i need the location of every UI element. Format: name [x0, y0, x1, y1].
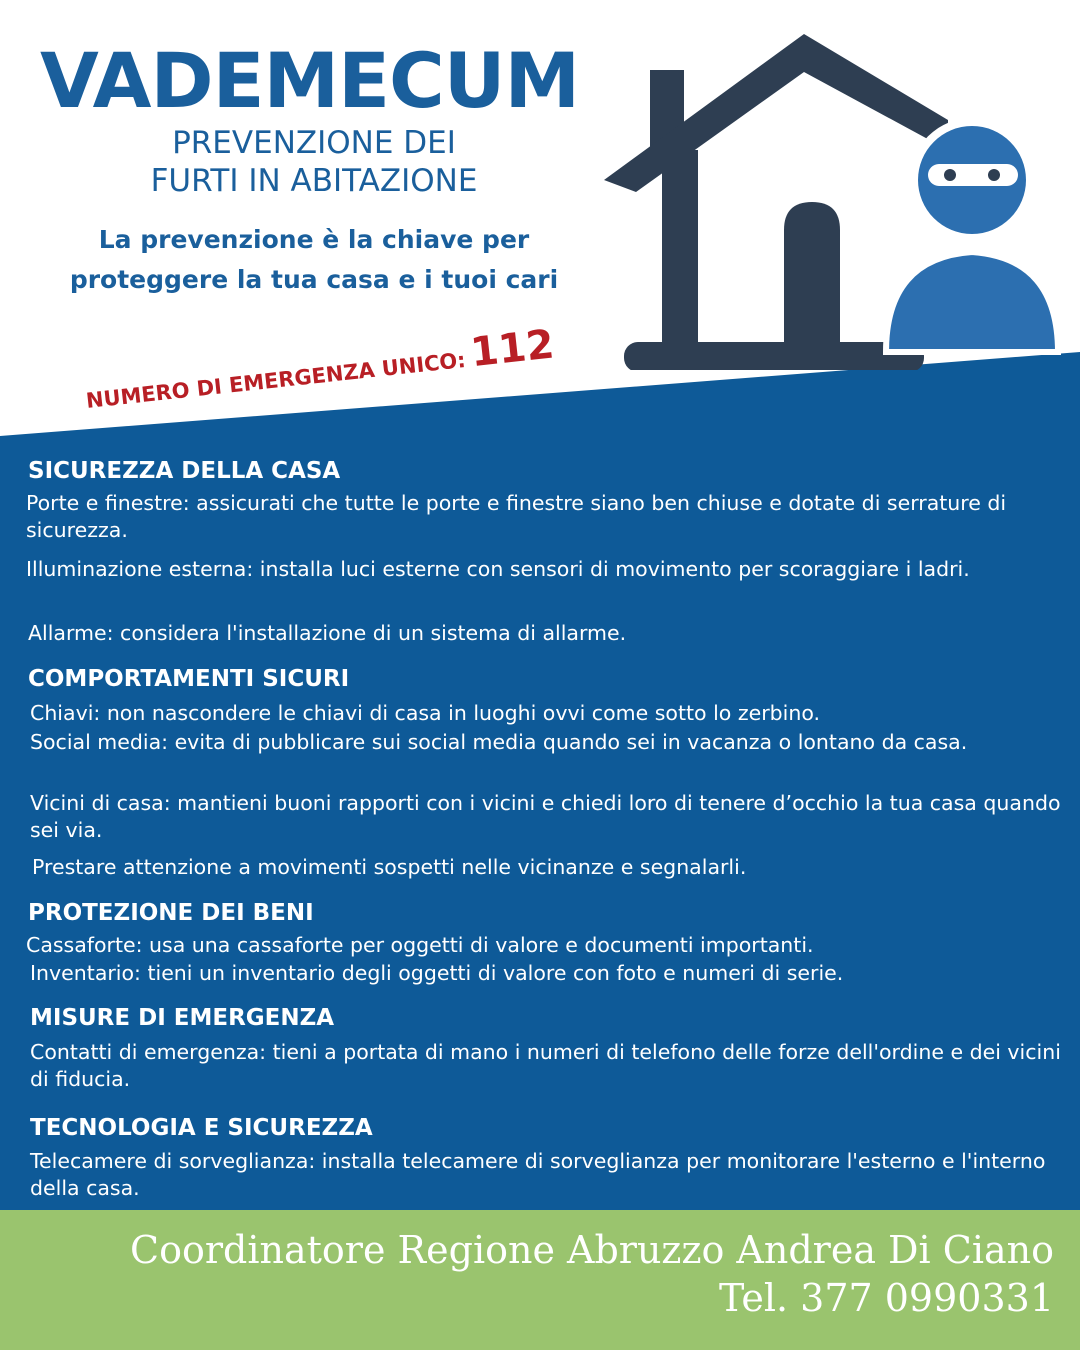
subtitle-line-1: PREVENZIONE DEI: [172, 125, 456, 161]
footer-phone: Tel. 377 0990331: [718, 1276, 1054, 1320]
list-item: Cassaforte: usa una cassaforte per oggetti di valore e documenti importanti.: [26, 933, 814, 957]
list-item: Allarme: considera l'installazione di un sistema di allarme.: [28, 621, 627, 645]
section-title-comportamenti-sicuri: COMPORTAMENTI SICURI: [28, 666, 350, 692]
tagline-line-2: proteggere la tua casa e i tuoi cari: [69, 265, 559, 294]
list-item: Chiavi: non nascondere le chiavi di casa in luoghi ovvi come sotto lo zerbino.: [30, 701, 821, 725]
list-item: Contatti di emergenza: tieni a portata di mano i numeri di telefono delle forze dell'ordine e dei vicini di fiducia.: [30, 1040, 1061, 1091]
thief-icon: [886, 118, 1058, 352]
emergency-label: NUMERO DI EMERGENZA UNICO:: [84, 347, 467, 414]
section-title-misure-emergenza: MISURE DI EMERGENZA: [30, 1005, 335, 1031]
emergency-number: 112: [468, 321, 557, 377]
list-item: Illuminazione esterna: installa luci esterne con sensori di movimento per scoraggiare i ladri.: [26, 557, 970, 581]
section-title-sicurezza-casa: SICUREZZA DELLA CASA: [28, 458, 341, 484]
list-item: Inventario: tieni un inventario degli oggetti di valore con foto e numeri di serie.: [30, 961, 844, 985]
footer: [0, 1210, 1080, 1350]
list-item: Vicini di casa: mantieni buoni rapporti con i vicini e chiedi loro di tenere d’occhio la tua casa quando sei via.: [30, 791, 1061, 842]
tagline: [40, 220, 588, 300]
footer-coordinator: Coordinatore Regione Abruzzo Andrea Di Ciano: [130, 1228, 1054, 1272]
house-illustration: [604, 30, 1064, 370]
list-item: Social media: evita di pubblicare sui social media quando sei in vacanza o lontano da casa.: [30, 730, 968, 754]
section-title-tecnologia-sicurezza: TECNOLOGIA E SICUREZZA: [30, 1115, 373, 1141]
subtitle-line-2: FURTI IN ABITAZIONE: [150, 163, 478, 199]
page-title: VADEMECUM: [40, 36, 580, 125]
list-item: Prestare attenzione a movimenti sospetti nelle vicinanze e segnalarli.: [32, 855, 747, 879]
list-item: Telecamere di sorveglianza: installa telecamere di sorveglianza per monitorare l'esterno e l'interno della casa.: [30, 1149, 1046, 1200]
list-item: Porte e finestre: assicurati che tutte le porte e finestre siano ben chiuse e dotate di serrature di sicurezza.: [26, 491, 1007, 542]
tagline-line-1: La prevenzione è la chiave per: [98, 225, 530, 254]
section-title-protezione-beni: PROTEZIONE DEI BENI: [28, 900, 314, 926]
page-subtitle: [60, 124, 568, 200]
